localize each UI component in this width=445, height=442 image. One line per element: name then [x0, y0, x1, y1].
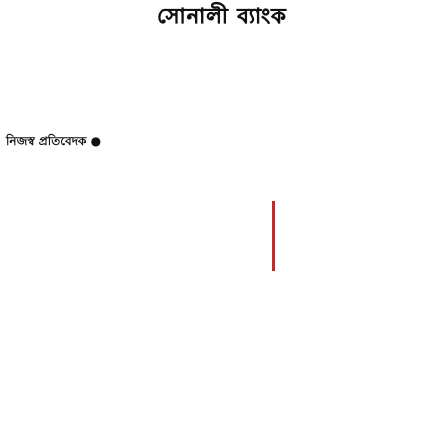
pull-quote-divider	[272, 201, 275, 271]
headline-line-2	[26, 88, 422, 124]
reporter-byline: নিজস্ব প্রতিবেদক ●	[6, 134, 102, 148]
headline-line-1	[14, 42, 432, 78]
pull-quote	[6, 195, 288, 285]
watermark	[150, 166, 290, 180]
headline-kicker: সোনালী ব্যাংক	[157, 4, 287, 28]
